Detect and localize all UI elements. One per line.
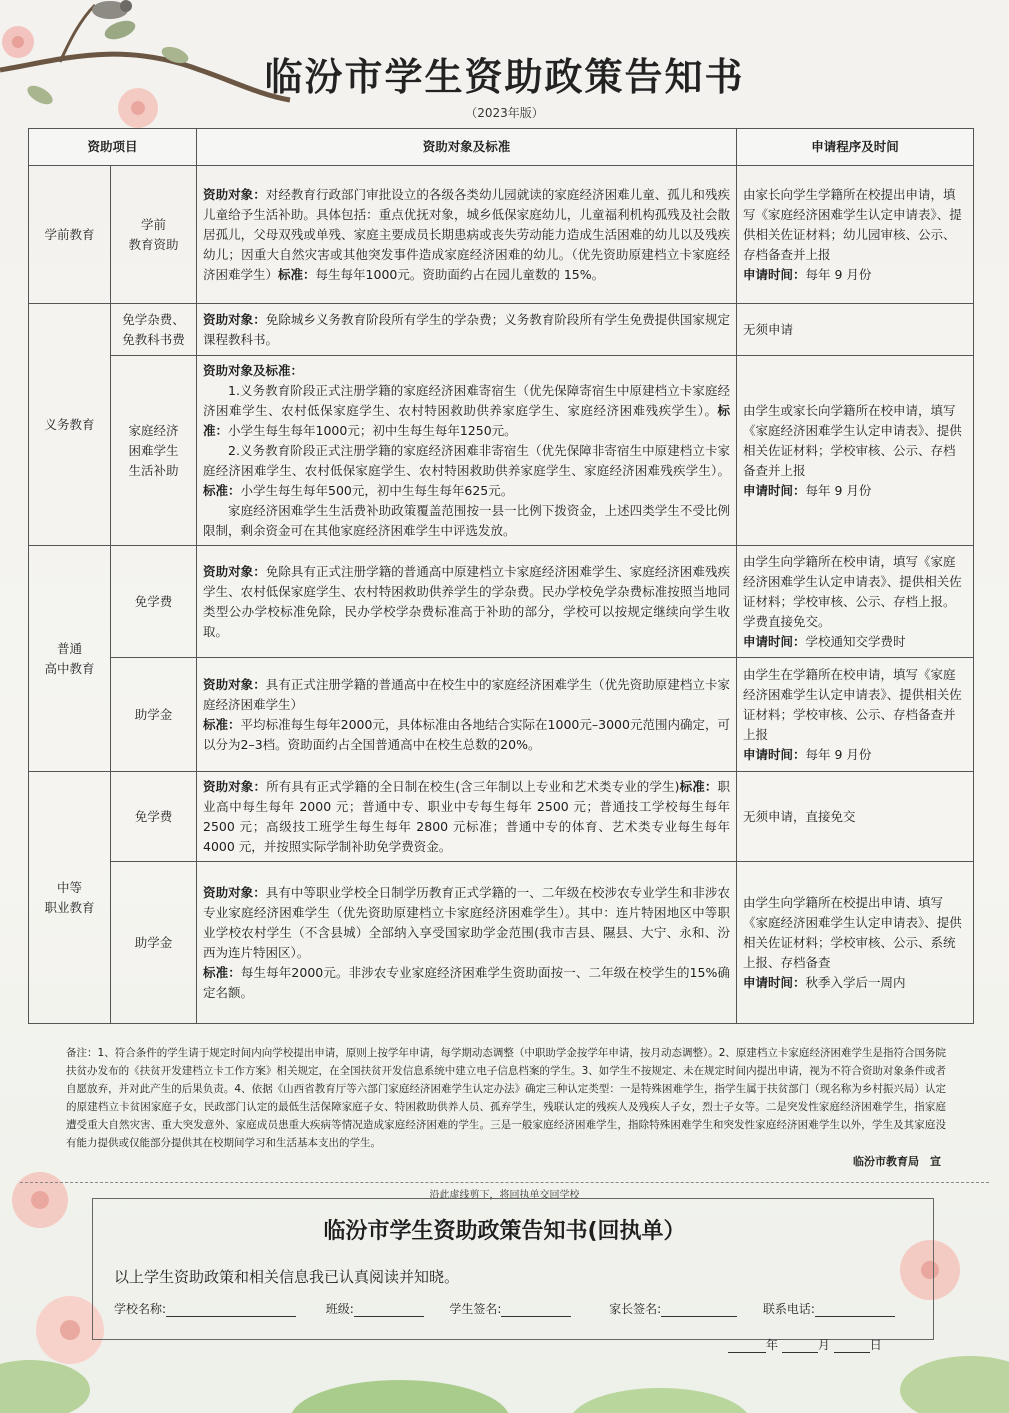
receipt-fields [114, 1300, 934, 1317]
object-paragraph-3: 家庭经济困难学生生活费补助政策覆盖范围按一县一比例下拨资金，上述四类学生不受比例限制，剩余资金可在其他家庭经济困难学生中评选发放。 [203, 502, 731, 538]
procedure-text: 无须申请 [743, 321, 794, 337]
table-row [29, 166, 974, 304]
object-label: 资助对象及标准： [203, 362, 304, 378]
object-cell [197, 356, 737, 546]
time-label: 申请时间： [743, 482, 806, 498]
student-sign-label: 学生签名: [449, 1302, 502, 1316]
sub-item-cell [111, 166, 197, 304]
page-title: 临汾市学生资助政策告知书 [264, 55, 745, 99]
sub-item-label: 家庭经济 困难学生 生活补助 [128, 422, 179, 478]
remarks-note: 备注：1、符合条件的学生请于规定时间内向学校提出申请，原则上按学年申请，每学期动态调整（中职助学金按学年申请，按月动态调整）。2、原建档立卡家庭经济困难学生是指符合国务院扶贫办发布的《扶贫开发建档立卡工作方案》相关规定，在全国扶贫开发信息系统中建立电子信息档案的学生。3、如学生不按规定、未在规定时间内提出申请，视为不符合资助对象条件或者自愿放弃，并对此产生的后果负责。4、依据《山西省教育厅等六部门家庭经济困难学生认定办法》确定三种认定类型：一是特殊困难学生，指学生属于扶贫部门（现名称为乡村振兴局）认定的原建档立卡贫困家庭子女，民政部门认定的最低生活保障家庭子女、特困救助供养人员、孤弃学生，残联认定的残疾人及残疾人子女，烈士子女等。二是突发性家庭经济困难学生，指家庭遭受重大自然灾害、重大突发意外、家庭成员患重大疾病等情况造成家庭经济困难的学生。三是一般家庭经济困难学生，指除特殊困难学生和突发性家庭经济困难学生以外，学生及其家庭没有能力提供或仅能部分提供其在校期间学习和生活基本支出的学生。 [66, 1047, 946, 1149]
parent-sign-field[interactable] [661, 1302, 737, 1317]
procedure-cell [737, 658, 974, 772]
school-name-label: 学校名称: [114, 1302, 167, 1316]
procedure-text: 由学生向学籍所在校提出申请、填写《家庭经济困难学生认定申请表》、提供相关佐证材料；学校审核、公示、系统上报、存档备查 [743, 894, 962, 970]
object-cell [197, 772, 737, 862]
standard-label: 标准： [679, 778, 718, 794]
table-row [29, 356, 974, 546]
object-text: 具有中等职业学校全日制学历教育正式学籍的一、二年级在校涉农专业学生和非涉农专业家庭经济困难学生（优先资助原建档立卡家庭经济困难学生）。其中：连片特困地区中等职业学校农村学生（不含县城）全部纳入享受国家助学金范围(我市吉县、隰县、大宁、永和、汾西为连片特困区）。 [203, 884, 731, 960]
table-row [29, 304, 974, 356]
standard-text: 小学生每生每年1000元；初中生每生每年1250元。 [228, 422, 517, 438]
object-label: 资助对象： [203, 884, 266, 900]
object-label: 资助对象： [203, 676, 266, 692]
day-label: 日 [869, 1338, 882, 1352]
table-row [29, 546, 974, 658]
procedure-cell: 无须申请，直接免交 [737, 772, 974, 862]
sub-item-cell: 免学费 [111, 772, 197, 862]
category-label: 中等 职业教育 [44, 879, 95, 915]
sub-item-cell [111, 356, 197, 546]
procedure-cell [737, 862, 974, 1024]
object-cell [197, 304, 737, 356]
sub-item-cell: 免学费 [111, 546, 197, 658]
procedure-cell [737, 356, 974, 546]
object-text: 所有具有正式学籍的全日制在校生(含三年制以上专业和艺术类专业的学生) [266, 778, 680, 794]
procedure-text: 由学生向学籍所在校申请，填写《家庭经济困难学生认定申请表》、提供相关佐证材料；学校审核、公示、存档上报。学费直接免交。 [743, 553, 962, 629]
time-text: 每年 9 月份 [805, 746, 872, 762]
year-field[interactable] [728, 1338, 766, 1353]
object-text: 免除城乡义务教育阶段所有学生的学杂费；义务教育阶段所有学生免费提供国家规定课程教科书。 [203, 311, 730, 347]
procedure-cell [737, 546, 974, 658]
category-cell [29, 772, 111, 1024]
edition-label: （2023年版） [465, 106, 544, 120]
time-text: 每年 9 月份 [805, 266, 872, 282]
object-text: 2.义务教育阶段正式注册学籍的家庭经济困难非寄宿生（优先保障非寄宿生中原建档立卡家庭经济困难学生、农村低保家庭学生、农村特困救助供养家庭学生、家庭经济困难残疾学生）。 [203, 442, 731, 478]
object-text: 1.义务教育阶段正式注册学籍的家庭经济困难寄宿生（优先保障寄宿生中原建档立卡家庭经济困难学生、农村低保家庭学生、农村特困救助供养家庭学生、家庭经济困难残疾学生）。 [203, 382, 731, 418]
object-cell [197, 546, 737, 658]
month-field[interactable] [782, 1338, 818, 1353]
sub-item-label: 学前 教育资助 [128, 216, 179, 252]
parent-sign-label: 家长签名: [609, 1302, 662, 1316]
time-label: 申请时间： [743, 266, 806, 282]
sub-item-label: 免学杂费、 免教科书费 [122, 311, 185, 347]
object-text: 免除具有正式注册学籍的普通高中原建档立卡家庭经济困难学生、家庭经济困难残疾学生、农村低保家庭学生、农村特困救助供养学生的学杂费。民办学校免学杂费标准按照当地同类型公办学校标准免除，民办学校学杂费标准高于补助的部分，学校可以按规定继续向学生收取。 [203, 563, 731, 639]
student-sign-field[interactable] [501, 1302, 571, 1317]
sub-item-cell: 助学金 [111, 862, 197, 1024]
time-label: 申请时间： [743, 746, 806, 762]
object-label: 资助对象： [203, 311, 266, 327]
table-header-row [29, 129, 974, 166]
standard-text: 职业高中每生每年 2000 元；普通中专、职业中专每生每年 2500 元；普通技工学校每生每年 2500 元；高级技工班学生每生每年 2800 元标准；普通中专的体育、艺术类专业每生每年 4000 元，并按照实际学制补助免学费资金。 [203, 778, 731, 854]
procedure-text: 由家长向学生学籍所在校提出申请，填写《家庭经济困难学生认定申请表》、提供相关佐证材料；幼儿园审核、公示、存档备查并上报 [743, 186, 962, 262]
standard-label: 标准： [203, 482, 241, 498]
procedure-cell [737, 304, 974, 356]
standard-text: 每生每年2000元。非涉农专业家庭经济困难学生资助面按一、二年级在校学生的15%确定名额。 [203, 964, 730, 1000]
grade-label: 班级: [325, 1302, 354, 1316]
cut-line-label: 沿此虚线剪下，将回执单交回学校 [429, 1190, 580, 1201]
sub-item-cell: 助学金 [111, 658, 197, 772]
object-label: 资助对象： [203, 186, 266, 202]
standard-label: 标准： [203, 964, 241, 980]
procedure-cell [737, 166, 974, 304]
object-text: 对经教育行政部门审批设立的各级各类幼儿园就读的家庭经济困难儿童、孤儿和残疾儿童给予生活补助。具体包括：重点优抚对象，城乡低保家庭幼儿，儿童福利机构孤残及社会散居孤儿，父母双残或单残、家庭主要成员长期患病或丧失劳动能力造成生活困难的幼儿以及残疾幼儿；因重大自然灾害或其他突发事件造成家庭经济困难的幼儿。（优先资助原建档立卡家庭经济困难学生） [203, 186, 731, 282]
standard-label: 标准： [203, 402, 731, 438]
receipt-statement: 以上学生资助政策和相关信息我已认真阅读并知晓。 [114, 1268, 460, 1286]
time-label: 申请时间： [743, 974, 806, 990]
grade-field[interactable] [354, 1302, 424, 1317]
table-row [29, 658, 974, 772]
category-label: 普通 高中教育 [44, 640, 95, 676]
header-item: 资助项目 [29, 129, 197, 166]
standard-text: 小学生每生每年500元，初中生每生每年625元。 [240, 482, 514, 498]
school-name-field[interactable] [166, 1302, 296, 1317]
category-cell: 义务教育 [29, 304, 111, 546]
receipt-date [728, 1336, 882, 1353]
object-paragraph-1 [203, 381, 730, 441]
year-label: 年 [766, 1338, 779, 1352]
table-row [29, 862, 974, 1024]
month-label: 月 [817, 1338, 830, 1352]
object-label: 资助对象： [203, 563, 266, 579]
object-paragraph-2 [203, 441, 730, 501]
standard-text: 每生每年1000元。资助面约占在园儿童数的 15%。 [315, 266, 605, 282]
phone-field[interactable] [815, 1302, 895, 1317]
time-text: 秋季入学后一周内 [805, 974, 906, 990]
time-label: 申请时间： [743, 633, 806, 649]
standard-label: 标准： [203, 716, 241, 732]
object-label: 资助对象： [203, 778, 267, 794]
standard-text: 平均标准每生每年2000元，具体标准由各地结合实际在1000元–3000元范围内确定，可以分为2–3档。资助面约占全国普通高中在校生总数的20%。 [203, 716, 731, 752]
object-cell [197, 166, 737, 304]
procedure-text: 由学生在学籍所在校申请，填写《家庭经济困难学生认定申请表》、提供相关佐证材料；学校审核、公示、存档备查并上报 [743, 666, 962, 742]
day-field[interactable] [834, 1338, 870, 1353]
object-text: 具有正式注册学籍的普通高中在校生中的家庭经济困难学生（优先资助原建档立卡家庭经济困难学生） [203, 676, 730, 712]
object-cell [197, 658, 737, 772]
receipt-title: 临汾市学生资助政策告知书(回执单） [323, 1219, 686, 1244]
procedure-text: 由学生或家长向学籍所在校申请，填写《家庭经济困难学生认定申请表》、提供相关佐证材料；学校审核、公示、存档备查并上报 [743, 402, 962, 478]
standard-label: 标准： [278, 266, 316, 282]
header-object: 资助对象及标准 [197, 129, 737, 166]
time-text: 每年 9 月份 [805, 482, 872, 498]
header-procedure: 申请程序及时间 [737, 129, 974, 166]
policy-table [28, 128, 973, 1024]
object-cell [197, 862, 737, 1024]
sub-item-cell [111, 304, 197, 356]
table-row [29, 772, 974, 862]
category-cell: 学前教育 [29, 166, 111, 304]
time-text: 学校通知交学费时 [805, 633, 906, 649]
category-cell [29, 546, 111, 772]
issuer-label: 临汾市教育局 宣 [853, 1155, 941, 1168]
hills-bottom-icon [140, 1360, 880, 1413]
cut-dashed-line [20, 1182, 989, 1183]
phone-label: 联系电话: [762, 1302, 815, 1316]
